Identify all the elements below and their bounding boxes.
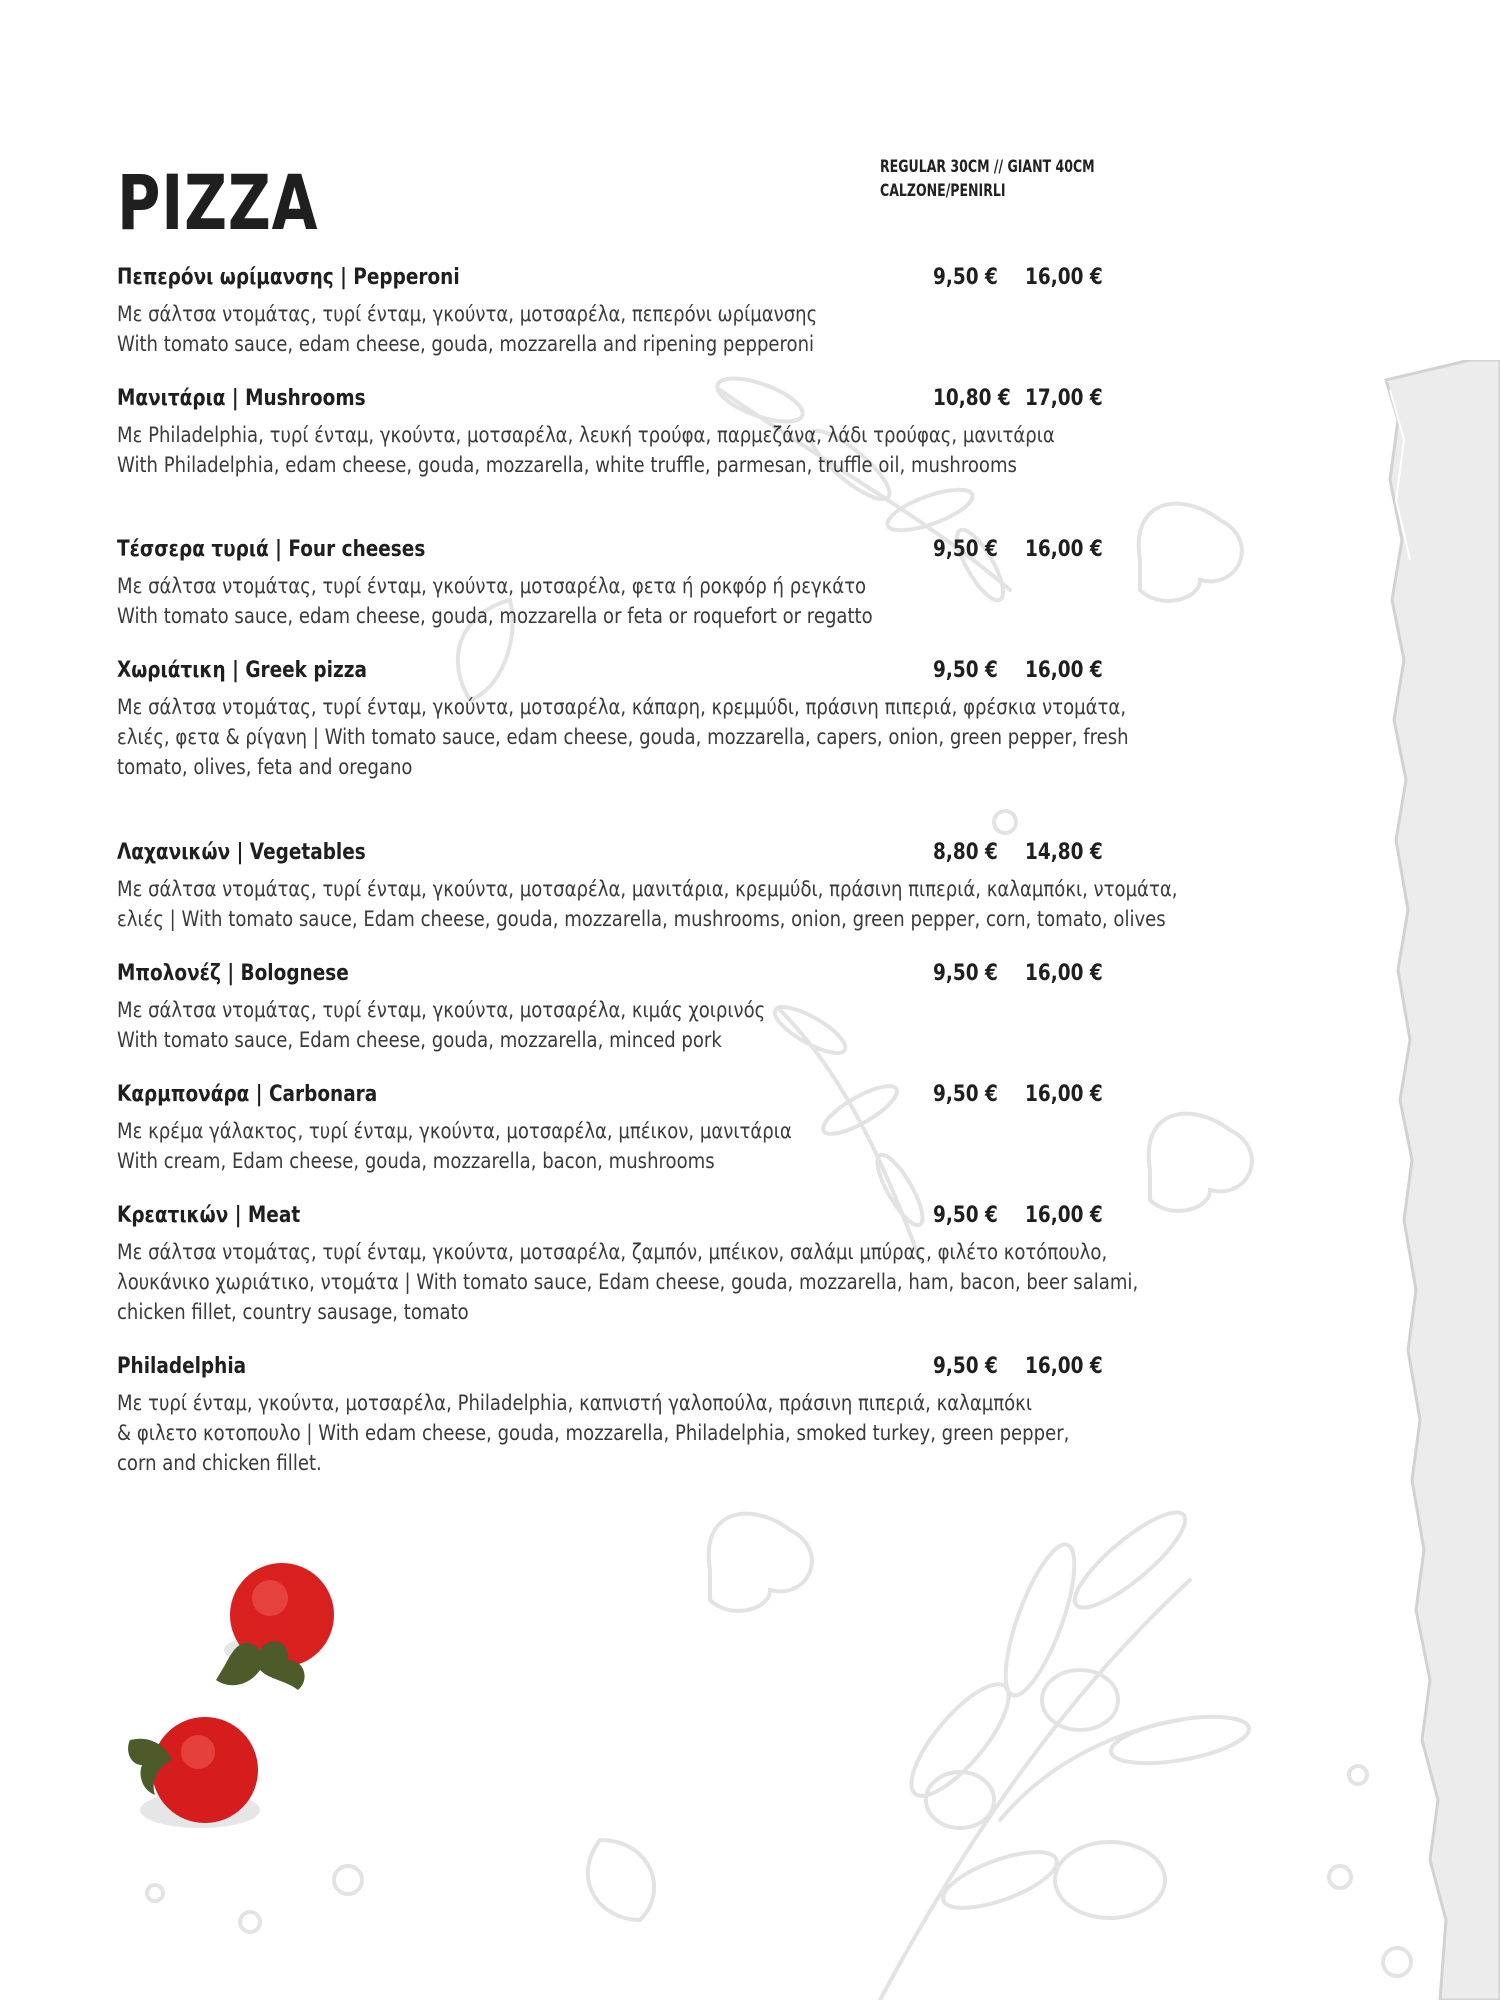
item-description-line: With Philadelphia, edam cheese, gouda, mozzarella, white truffle, parmesan, truffle oil, mushrooms [117,453,1017,477]
torn-paper-edge [1320,360,1500,2000]
item-description-line: & φιλετο κοτοπουλο | With edam cheese, gouda, mozzarella, Philadelphia, smoked turkey, green pepper, [117,1421,1070,1445]
price-giant: 16,00 € [1025,265,1103,290]
price-regular: 9,50 € [933,1082,998,1107]
item-description-line: corn and chicken fillet. [117,1451,322,1475]
price-regular: 9,50 € [933,658,998,683]
item-description-line: Με σάλτσα ντομάτας, τυρί ένταμ, γκούντα, μοτσαρέλα, ζαμπόν, μπέικον, σαλάμι μπύρας, φιλέτο κοτόπουλο, [117,1240,1108,1264]
menu-item [117,840,1178,934]
size-legend-line-1: REGULAR 30CM // GIANT 40CM [880,157,1095,177]
menu-item [117,961,1137,1055]
price-regular: 9,50 € [933,961,998,986]
item-name: Μπολονέζ | Bolognese [117,961,349,986]
item-name: Λαχανικών | Vegetables [117,840,366,865]
item-name: Πεπερόνι ωρίμανσης | Pepperoni [117,265,460,290]
item-description-line: Με σάλτσα ντομάτας, τυρί ένταμ, γκούντα, μοτσαρέλα, φετα ή ροκφόρ ή ρεγκάτο [117,574,867,598]
menu-item [117,1082,1137,1176]
item-description-line: Με κρέμα γάλακτος, τυρί ένταμ, γκούντα, μοτσαρέλα, μπέικον, μανιτάρια [117,1119,792,1143]
item-description-line: Με σάλτσα ντομάτας, τυρί ένταμ, γκούντα, μοτσαρέλα, κιμάς χοιρινός [117,998,766,1022]
item-name: Καρμπονάρα | Carbonara [117,1082,378,1107]
menu-item [117,265,1137,359]
menu-item [117,1203,1137,1327]
item-description-line: With tomato sauce, edam cheese, gouda, mozzarella or feta or roquefort or regatto [117,604,873,628]
item-description-line: λουκάνικο χωριάτικο, ντομάτα | With tomato sauce, Edam cheese, gouda, mozzarella, ham, bacon, beer salami, [117,1270,1139,1294]
price-giant: 16,00 € [1025,961,1103,986]
price-regular: 9,50 € [933,1203,998,1228]
price-regular: 9,50 € [933,1354,998,1379]
page-title: PIZZA [117,158,319,247]
item-description-line: chicken fillet, country sausage, tomato [117,1300,469,1324]
item-name: Philadelphia [117,1354,247,1379]
price-giant: 16,00 € [1025,1354,1103,1379]
item-description-line: Με τυρί ένταμ, γκούντα, μοτσαρέλα, Philadelphia, καπνιστή γαλοπούλα, πράσινη πιπεριά, καλαμπόκι [117,1391,1032,1415]
item-description-line: Με σάλτσα ντομάτας, τυρί ένταμ, γκούντα, μοτσαρέλα, πεπερόνι ωρίμανσης [117,302,818,326]
menu-item [117,386,1137,480]
item-description-line: ελιές, φετα & ρίγανη | With tomato sauce, edam cheese, gouda, mozzarella, capers, onion, green pepper, fresh [117,725,1129,749]
price-regular: 8,80 € [933,840,998,865]
item-description-line: With tomato sauce, edam cheese, gouda, mozzarella and ripening pepperoni [117,332,815,356]
price-regular: 9,50 € [933,265,998,290]
item-name: Κρεατικών | Meat [117,1203,301,1228]
item-description-line: tomato, olives, feta and oregano [117,755,413,779]
item-name: Τέσσερα τυριά | Four cheeses [117,537,426,562]
price-regular: 10,80 € [933,386,1011,411]
tomato-illustration [120,1540,350,1870]
item-description-line: With tomato sauce, Edam cheese, gouda, mozzarella, minced pork [117,1028,722,1052]
menu-item [117,537,1137,631]
item-description-line: Με σάλτσα ντομάτας, τυρί ένταμ, γκούντα, μοτσαρέλα, μανιτάρια, κρεμμύδι, πράσινη πιπεριά, καλαμπόκι, ντομάτα, [117,877,1178,901]
item-description-line: Με Philadelphia, τυρί ένταμ, γκούντα, μοτσαρέλα, λευκή τρούφα, παρμεζάνα, λάδι τρούφας, μανιτάρια [117,423,1055,447]
item-name: Μανιτάρια | Mushrooms [117,386,366,411]
item-description-line: ελιές | With tomato sauce, Edam cheese, gouda, mozzarella, mushrooms, onion, green pepper, corn, tomato, olives [117,907,1166,931]
price-giant: 14,80 € [1025,840,1103,865]
item-name: Χωριάτικη | Greek pizza [117,658,367,683]
size-legend-line-2: CALZONE/PENIRLI [880,181,1006,201]
item-description-line: With cream, Edam cheese, gouda, mozzarella, bacon, mushrooms [117,1149,715,1173]
price-giant: 17,00 € [1025,386,1103,411]
price-giant: 16,00 € [1025,658,1103,683]
price-regular: 9,50 € [933,537,998,562]
price-giant: 16,00 € [1025,1203,1103,1228]
item-description-line: Με σάλτσα ντομάτας, τυρί ένταμ, γκούντα, μοτσαρέλα, κάπαρη, κρεμμύδι, πράσινη πιπεριά, φρέσκια ντομάτα, [117,695,1127,719]
menu-item [117,1354,1137,1478]
price-giant: 16,00 € [1025,537,1103,562]
price-giant: 16,00 € [1025,1082,1103,1107]
size-legend [880,155,1095,203]
menu-item [117,658,1137,782]
